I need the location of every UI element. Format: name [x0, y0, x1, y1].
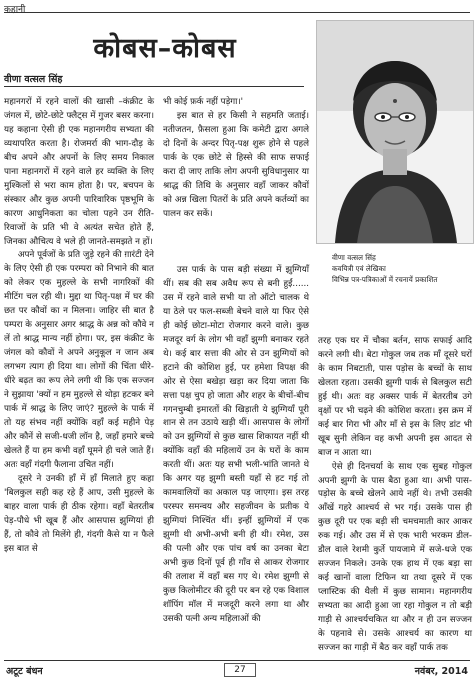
col2-paragraph-2: इस बात से हर किसी ने सहमति जताई। नतीजतन, फ़ैसला हुआ कि कमेटी द्वारा अगले दो दिनों के अन्दर पितृ-पक्ष शुरू होने से पहले पार्क के एक छोटे से हिस्से की साफ सफाई करा दी जाए ताकि लोग अपनी सुविधानुसार या श्राद्ध की तिथि के अनुसार वहाँ जाकर कौवों को अन्न खिला पितरों के प्रति अपने कर्तव्यों का पालन कर सकें।	[163, 110, 309, 219]
footer-magazine-name: अटूट बंधन	[6, 666, 43, 677]
caption-note: विभिन्न पत्र-पत्रिकाओं में रचनायें प्रकाशित	[332, 275, 438, 284]
caption-name: वीणा वत्सल सिंह	[332, 253, 376, 262]
author-portrait-image	[317, 21, 473, 243]
header-rule	[4, 12, 470, 13]
col3-paragraph-2: ऐसे ही दिनचर्या के साथ एक सुबह गोकुल अपनी झुग्गी के पास बैठा हुआ था। अभी पास-पड़ोस के बच्चे खेलने आये नहीं थे। तभी उसकी आँखें गहरे आश्चर्य से भर गई। उसके पास ही कुछ दूरी पर एक बड़ी सी चमचमाती कार आकर रुक गई। और उस में से एक भारी भरकम डील-डौल वाले रेशमी कुर्ते पायजामे में सजे-धजे एक सज्जन निकले। उनके एक हाथ में एक बड़ा सा कई खानों वाला टिफिन था तथा दूसरे में एक प्लास्टिक की थैली में कुछ सामान। महानगरीय सभ्यता का आदी हुआ जा रहा गोकुल न तो बड़ी गाड़ी से आश्चर्यचकित था और न ही उन सज्जन के पहनावे से। उसके आश्चर्य का कारण था सज्जन का गाड़ी में बैठ कर वहाँ पार्क तक	[318, 461, 472, 653]
col1-paragraph-2: अपने पूर्वजों के प्रति जुड़े रहने की ग़ारंटी देने के लिए ऐसी ही एक परम्परा को निभाने की बात को लेकर एक मुहल्ले के सभी नागरिकों की मीटिंग चल रही थी। मुद्दा था पितृ-पक्ष में घर की छत पर कौवों का न मिलना। जाहिर सी बात है पम्परा के अनुसार अगर श्राद्ध के अन्न को कौवे न लें तो श्राद्ध मान्य नहीं होगा। पर, इस कंक्रीट के जंगल को कौवों ने अपने अनुकूल न जान अब लगभग त्याग ही दिया था। लोगों की चिंता धीरे-धीरे बढ़त का रूप लेने लगी थी कि एक सज्जन ने सुझाया 'क्यों न हम मुहल्ले से थोड़ा हटकर बने पार्क में श्राद्ध के लिए जाएं? मुहल्ले के पार्क में तो यह संभव नहीं क्योंकि वहाँ कई महीने पेड़ और कौनें से सजी-धजी लॉन है, जहाँ हमारे बच्चे खेलते हैं या हम कभी वहाँ घूमने ही चले जाते हैं। अतः वहाँ गंदगी फैलाना उचित नहीं।	[4, 250, 154, 470]
column-1	[4, 96, 154, 556]
byline-rule	[4, 86, 304, 87]
caption-role: कवयित्री एवं लेखिका	[332, 264, 386, 273]
photo-caption	[332, 252, 472, 285]
col2-paragraph-3: उस पार्क के पास बड़ी संख्या में झुग्गियाँ थीं। सब की सब अवैध रूप से बनी हुईं...... उस में रहने वाले सभी या तो ऑटो चालक थे या ठेले पर फल-सब्जी बेचने वाले या फिर ऐसे ही कोई छोटा-मोटा रोजगार करने वाले। कुछ मजदूर वर्ग के लोग भी वहाँ झुग्गी बनाकर रहते थे। कई बार सत्ता की ओर से उन झुग्गियों को हटाने की कोशिश हुई, पर हमेशा विपक्ष की ओर से ऐसा बखेड़ा खड़ा कर दिया जाता कि सत्ता पक्ष चुप हो जाता और शहर के बीचों-बीच गगनचुम्बी इमारतों की खिड़ाती ये झुग्गियाँ पूरी शान से तन उठाये खड़ी थीं। आसपास के लोगों को उन झुग्गियों से कुछ खास शिकायत नहीं थी क्योंकि वहाँ की महिलायें उन के घरों के काम करती थीं। अतः यह सभी भली-भांति जानते थे कि अगर यह झुग्गी बस्ती यहाँ से हट गई तो कामवालियों का अकाल पड़ जाएगा। इस तरह परस्पर समन्वय और सहजीवन के प्रतीक ये झुग्गियां निश्चिंत थीं। इन्हीं झुग्गियों में एक झुग्गी थी अभी-अभी बनी ही थी। रमेश, उस की पत्नी और एक पांच वर्ष का उनका बेटा अभी कुछ दिनों पूर्व ही गाँव से आकर रोजगार की तलाश में वहाँ बस गए थे। रमेश झुग्गी से कुछ किलोमीटर की दूरी पर बन रहे एक विशाल शॉपिंग मॉल में मजदूरी करने लगा था और उसकी पत्नी अन्य महिलाओं की	[163, 265, 309, 624]
author-byline: वीणा वत्सल सिंह	[4, 74, 63, 85]
col2-paragraph-1: भी कोई फ़र्क नहीं पड़ेगा।'	[163, 97, 244, 107]
footer-issue-date: नवंबर, 2014	[414, 666, 468, 677]
footer-rule	[4, 660, 470, 661]
section-label: कहानी	[4, 5, 26, 15]
author-photo	[316, 20, 474, 244]
story-title: कोबस–कोबस	[93, 33, 237, 64]
column-2-top	[163, 96, 309, 222]
column-2-bottom	[163, 264, 309, 627]
footer-page-number: 27	[224, 663, 256, 677]
column-3	[318, 335, 472, 656]
col3-paragraph-1: तरह एक घर में चौका बर्तन, साफ सफाई आदि करने लगी थी। बेटा गोकुल जब तक माँ दूसरे घरों के काम निबटाती, पास पड़ोस के बच्चों के साथ खेलता रहता। उसकी झुग्गी पार्क से बिलकुल सटी हुई थी। अतः वह अक्सर पार्क में बेतरतीब उगे वृक्षों पर भी चढ़ने की कोशिश करता। इस क्रम में कई बार गिरा भी और माँ से इस के लिए डांट भी खूब सुनी लेकिन वह कभी अपनी इस आदत से बाज न आता था।	[318, 336, 472, 458]
col1-paragraph-1: महानगरों में रहने वालों की खासी –कंक्रीट के जंगल में, छोटे-छोटे फ्लैट्स में गुजर बसर करना। यह कहाना ऐसी ही एक महानगरीय सभ्यता की व्यथापरित करता है। रोजमर्रा की भाग-दौड़ के बीच अपने और अपनों के लिए समय निकाल पाना महानगरों में रहने वाले हर व्यक्ति के लिए मुश्किलों से भरा काम होता है। पर, बचपन के संस्कार और कुछ अपनी पारिवारिक पृष्ठभूमि के कारण आधुनिकता का चोला पहने उन रीति-रिवाजों के प्रति भी वे अत्यंत सचेत होते हैं, जिनका औचित्य वे भले ही जानते-समझते न हों।	[4, 97, 154, 247]
col1-paragraph-3: दूसरे ने उनकी हाँ में हाँ मिलाते हुए कहा 'बिलकुल सही कह रहे हैं आप, उसी मुहल्ले के बाहर वाला पार्क ही ठीक रहेगा। वहाँ बेतरतीब पेड़-पौधे भी खूब हैं और आसपास झुग्गियां ही हैं, तो कौवे तो मिलेंगे ही, गंदगी कैसे या न फैले इस बात से	[4, 473, 154, 554]
